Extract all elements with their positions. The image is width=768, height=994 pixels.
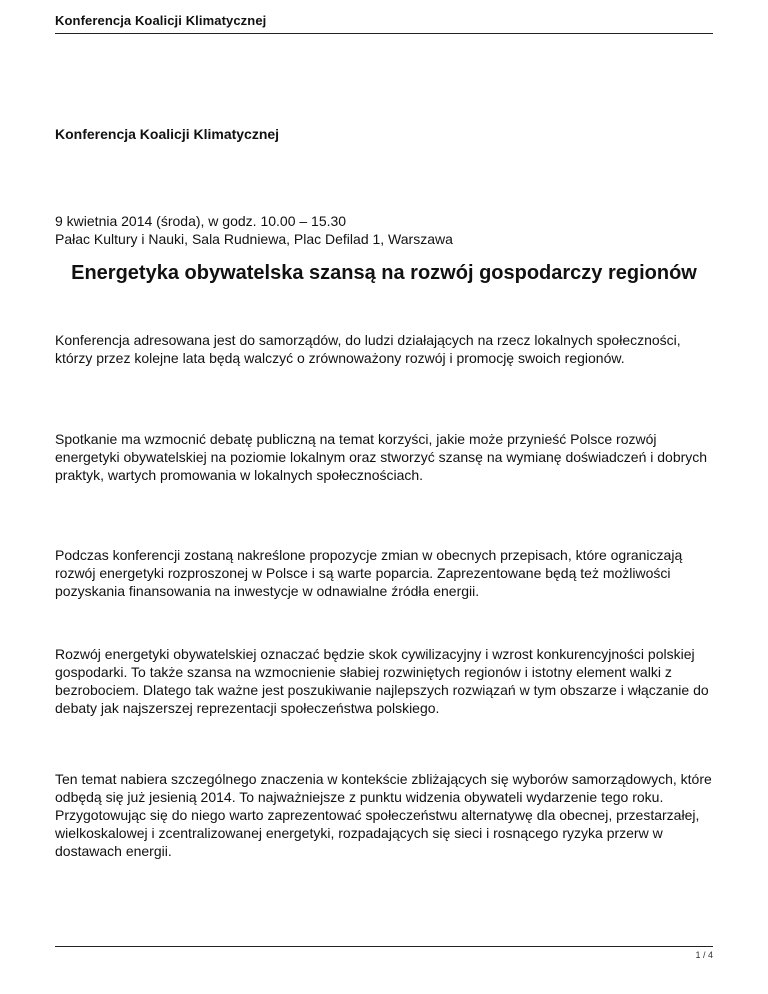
- paragraph-5: Ten temat nabiera szczególnego znaczenia w kontekście zbliżających się wyborów samorządowych, które odbędą się już jesienią 2014. To najważniejsze z punktu widzenia obywateli wydarzenie tego roku. Przygotowując się do niego warto zaprezentować społeczeństwu alternatywę dla obecnej, przestarzałej, wielkoskalowej i zcentralizowanej energetyki, rozpadających się sieci i rosnącego ryzyka przerw w dostawach energii.: [55, 771, 712, 859]
- page-number: 1 / 4: [695, 950, 713, 960]
- paragraph-4: Rozwój energetyki obywatelskiej oznaczać będzie skok cywilizacyjny i wzrost konkurencyjności polskiej gospodarki. To także szansa na wzmocnienie słabiej rozwiniętych regionów i istotny element walki z bezrobociem. Dlatego tak ważne jest poszukiwanie najlepszych rozwiązań w tym obszarze i włączanie do debaty jak najszerszej reprezentacji społeczeństwa polskiego.: [55, 646, 709, 716]
- document-title: Konferencja Koalicji Klimatycznej: [55, 126, 280, 142]
- event-location-line: Pałac Kultury i Nauki, Sala Rudniewa, Plac Defilad 1, Warszawa: [55, 231, 453, 247]
- paragraph-2: Spotkanie ma wzmocnić debatę publiczną na temat korzyści, jakie może przynieść Polsce rozwój energetyki obywatelskiej na poziomie lokalnym oraz stworzyć szansę na wymianę doświadczeń i dobrych praktyk, wartych promowania w lokalnych społecznościach.: [55, 431, 708, 483]
- running-header: Konferencja Koalicji Klimatycznej: [55, 13, 267, 28]
- paragraph-1: Konferencja adresowana jest do samorządów, do ludzi działających na rzecz lokalnych społeczności, którzy przez kolejne lata będą walczyć o zrównoważony rozwój i promocję swoich regionów.: [55, 332, 681, 366]
- event-date-line: 9 kwietnia 2014 (środa), w godz. 10.00 – 15.30: [55, 213, 347, 229]
- event-info: [55, 212, 453, 248]
- footer-divider: [55, 946, 713, 947]
- paragraph-3: Podczas konferencji zostaną nakreślone propozycje zmian w obecnych przepisach, które ograniczają rozwój energetyki rozproszonej w Polsce i są warte poparcia. Zaprezentowane będą też możliwości pozyskania finansowania na inwestycje w odnawialne źródła energii.: [55, 547, 683, 599]
- headline: Energetyka obywatelska szansą na rozwój gospodarczy regionów: [71, 262, 697, 284]
- header-divider: [55, 33, 713, 34]
